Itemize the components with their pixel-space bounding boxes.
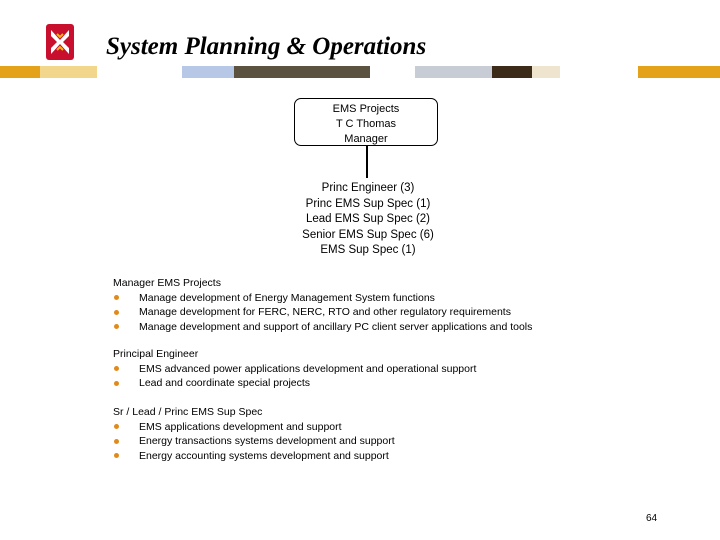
list-item-text: Manage development of Energy Management System functions (139, 291, 435, 304)
color-bar-segment (97, 66, 182, 78)
org-chart-connector (366, 146, 368, 178)
org-box-line: Manager (344, 133, 388, 145)
bullet-icon (114, 295, 119, 300)
list-item (113, 449, 395, 464)
staff-line: Lead EMS Sup Spec (2) (305, 213, 430, 225)
color-bar-segment (560, 66, 638, 78)
color-bar-segment (40, 66, 97, 78)
list-item (113, 434, 395, 449)
org-chart-manager-box (294, 98, 438, 146)
color-bar-segment (492, 66, 532, 78)
section-principal-engineer (113, 347, 476, 391)
org-box-line: EMS Projects (332, 103, 400, 115)
org-chart-staff-list (268, 181, 468, 259)
bullet-icon (114, 324, 119, 329)
list-item (113, 420, 395, 435)
color-bar-segment (0, 66, 40, 78)
list-item-text: Manage development and support of ancillary PC client server applications and tools (139, 320, 533, 333)
list-item-text: EMS applications development and support (139, 420, 342, 433)
bullet-icon (114, 439, 119, 444)
list-item-text: Lead and coordinate special projects (139, 377, 311, 389)
section-heading: Principal Engineer (113, 348, 199, 360)
page-number: 64 (646, 513, 658, 524)
color-bar-segment (234, 66, 370, 78)
list-item (113, 305, 532, 320)
company-logo-icon (46, 24, 74, 60)
section-ems-sup-spec (113, 405, 395, 463)
staff-line: Senior EMS Sup Spec (6) (302, 228, 434, 241)
list-item (113, 291, 532, 306)
color-bar-segment (532, 66, 560, 78)
bullet-icon (114, 366, 119, 371)
staff-line: Princ Engineer (3) (321, 182, 415, 194)
staff-line: Princ EMS Sup Spec (1) (305, 197, 431, 210)
org-box-line: T C Thomas (335, 118, 397, 130)
staff-line: EMS Sup Spec (1) (320, 244, 416, 256)
bullet-icon (114, 310, 119, 315)
color-bar-segment (182, 66, 234, 78)
color-bar-segment (638, 66, 720, 78)
page-title: System Planning & Operations (106, 33, 427, 60)
bullet-icon (114, 424, 119, 429)
list-item (113, 362, 476, 377)
section-heading: Manager EMS Projects (113, 277, 221, 289)
color-bar-segment (370, 66, 415, 78)
list-item-text: EMS advanced power applications development and operational support (139, 362, 477, 375)
header-color-bar (0, 66, 720, 78)
section-manager-ems-projects (113, 276, 532, 334)
list-item-text: Energy accounting systems development and support (139, 449, 389, 462)
list-item-text: Energy transactions systems development and support (139, 435, 395, 447)
section-heading: Sr / Lead / Princ EMS Sup Spec (113, 406, 263, 418)
list-item (113, 376, 476, 391)
color-bar-segment (415, 66, 492, 78)
bullet-icon (114, 453, 119, 458)
list-item (113, 320, 532, 335)
bullet-icon (114, 381, 119, 386)
list-item-text: Manage development for FERC, NERC, RTO and other regulatory requirements (139, 306, 511, 318)
